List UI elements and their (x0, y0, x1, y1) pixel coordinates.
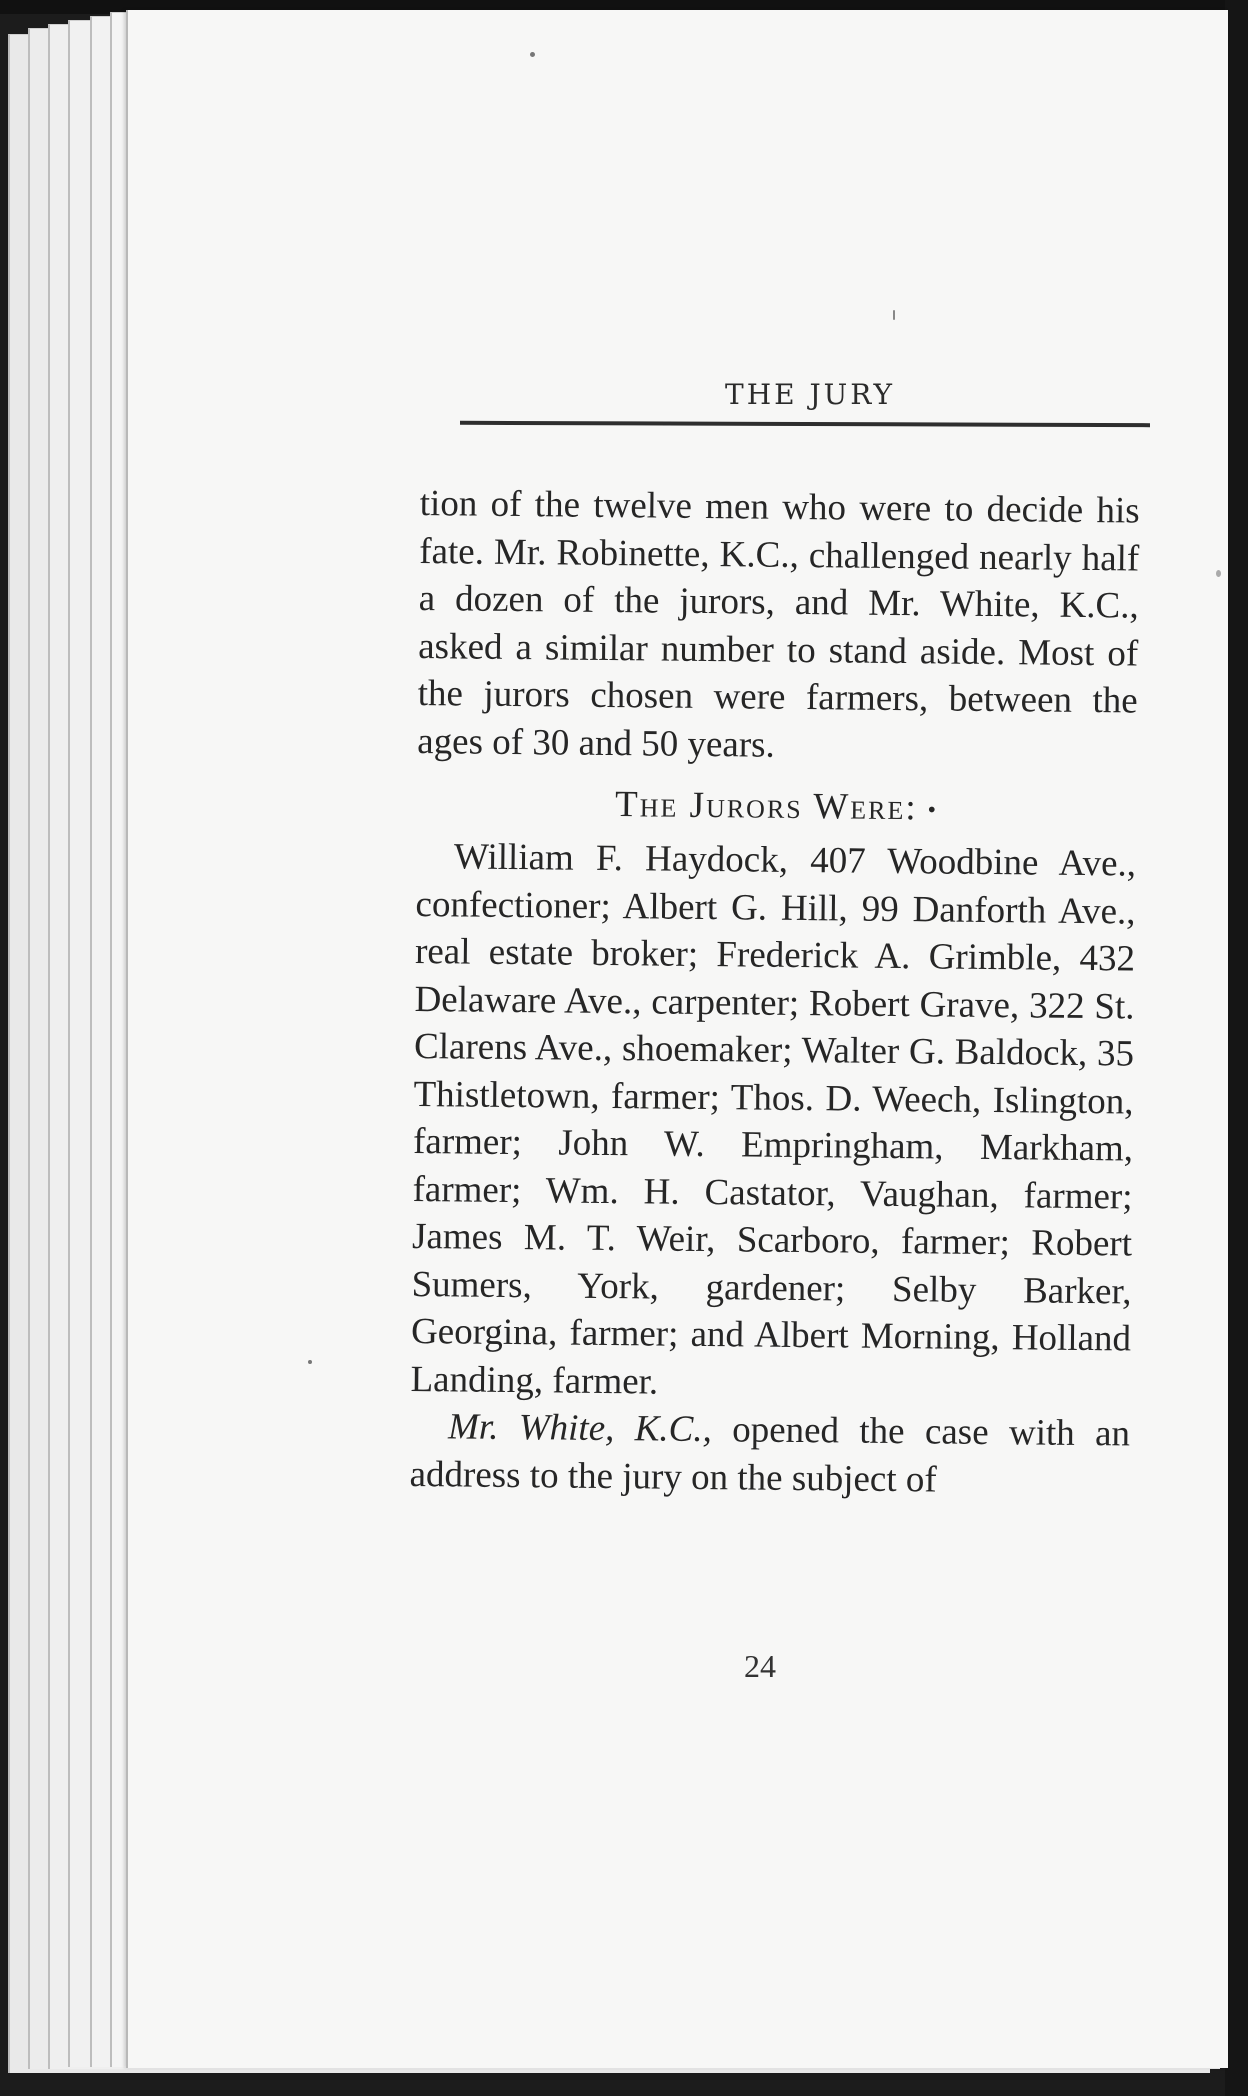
page-body-text (409, 480, 1140, 1506)
bullet-mark: • (927, 797, 939, 824)
paragraph-continued: tion of the twelve men who were to decide his fate. Mr. Robinette, K.C., challenged nearly half a dozen of the jurors, and Mr. White, K.C., asked a similar number to stand aside. Most of the jurors chosen were farmers, between the ages of 30 and 50 years. (417, 482, 1140, 766)
paragraph-opening (409, 1403, 1130, 1506)
speaker-name: Mr. White, K.C., (447, 1406, 713, 1451)
section-heading (416, 779, 1136, 837)
section-heading-text: The Jurors Were: (614, 784, 918, 829)
dust-speck (893, 310, 895, 320)
dust-speck (530, 52, 535, 57)
background-right (1225, 0, 1248, 2096)
paragraph-opening-text: opened the case with an address to the jury on the subject of (409, 1409, 1131, 1501)
dust-speck (1216, 570, 1221, 577)
running-head: THE JURY (725, 378, 895, 411)
jurors-list-paragraph: William F. Haydock, 407 Woodbine Ave., confectioner; Albert G. Hill, 99 Danforth Ave., real estate broker; Frederick A. Grimble, 432 Delaware Ave., carpenter; Robert Grave, 322 St. Clarens Ave., shoemaker; Walter G. Baldock, 35 Thistletown, farmer; Thos. D. Weech, Islington, farmer; John W. Empringham, Markham, farmer; Wm. H. Castator, Vaughan, farmer; James M. T. Weir, Scarboro, farmer; Robert Sumers, York, gardener; Selby Barker, Georgina, farmer; and Albert Morning, Holland Landing, farmer. (410, 836, 1137, 1403)
page-number: 24 (744, 1648, 776, 1684)
dust-speck (308, 1360, 312, 1364)
